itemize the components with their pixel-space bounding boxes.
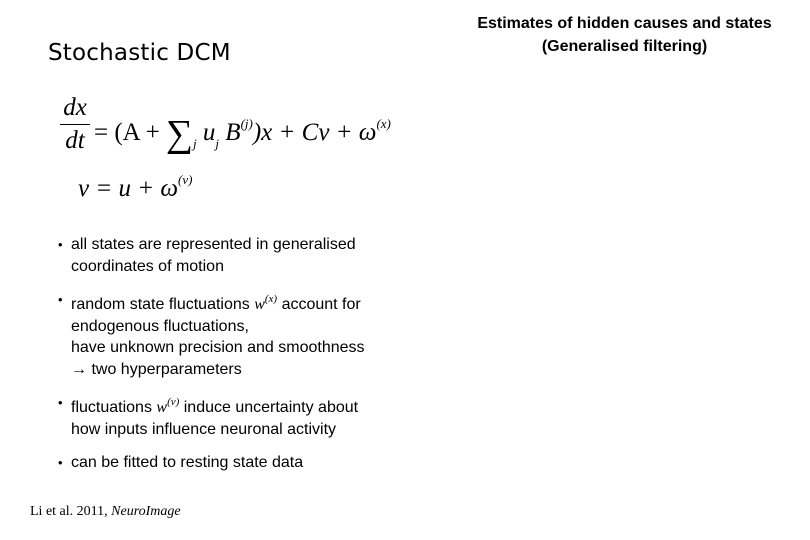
symbol-w: w (254, 296, 265, 313)
equation-fraction (60, 94, 90, 155)
bullet-item (58, 452, 438, 474)
bullet-1-line-2: coordinates of motion (71, 257, 224, 275)
bullet-2-post: account for (281, 296, 361, 313)
symbol-w-superscript: (x) (264, 293, 278, 305)
bullet-4-line-1: • can be fitted to resting state data (71, 454, 304, 471)
omega-v-superscript: (v) (178, 172, 193, 187)
bullet-3-post: induce uncertainty about (183, 399, 359, 416)
fraction-denominator: dt (65, 127, 85, 154)
sum-index: j (193, 136, 197, 151)
input-u-index: j (215, 136, 220, 151)
bullet-2-line-4: → two hyperparameters (71, 360, 242, 378)
equation-1-lhs: = (A + (94, 119, 160, 146)
panel-title (452, 12, 797, 58)
fraction-numerator: dx (63, 94, 87, 121)
symbol-w-superscript: (v) (167, 396, 180, 408)
bullet-3-pre: fluctuations (71, 399, 152, 416)
fraction-bar (60, 124, 90, 125)
bullet-2-line-3: have unknown precision and smoothness (71, 339, 365, 356)
citation-journal: NeuroImage (111, 504, 181, 519)
matrix-b-superscript: (j) (240, 116, 253, 131)
equation-1-rhs: )x + Cv + ω (252, 119, 377, 146)
matrix-b: B (225, 119, 241, 146)
symbol-w: w (156, 399, 168, 416)
citation (30, 504, 181, 520)
equation-1 (94, 112, 391, 156)
bullet-item (58, 234, 438, 277)
symbol-w-v (156, 396, 180, 416)
bullet-2-line-1 (71, 289, 438, 316)
panel-title-line-2: (Generalised filtering) (541, 38, 708, 55)
slide-title: Stochastic DCM (48, 40, 231, 66)
bullet-item (58, 392, 438, 440)
equation-2-body: v = u + ω (78, 175, 178, 202)
symbol-w-x (254, 293, 278, 313)
bullet-item (58, 289, 438, 380)
bullet-2-pre: random state fluctuations (71, 296, 250, 313)
panel-title-line-1: Estimates of hidden causes and states (477, 15, 772, 32)
bullet-3-line-1 (71, 392, 438, 419)
equation-2 (78, 172, 192, 203)
bullet-list (58, 234, 438, 486)
bullet-1-line-1: • all states are represented in generalised (71, 236, 356, 253)
bullet-2-line-2: endogenous fluctuations, (71, 317, 249, 335)
omega-x-superscript: (x) (376, 116, 391, 131)
bullet-3-line-2: how inputs influence neuronal activity (71, 420, 337, 438)
input-u: u (202, 119, 216, 146)
sum-symbol: ∑ (165, 113, 194, 155)
citation-authors: Li et al. 2011, (30, 504, 108, 519)
